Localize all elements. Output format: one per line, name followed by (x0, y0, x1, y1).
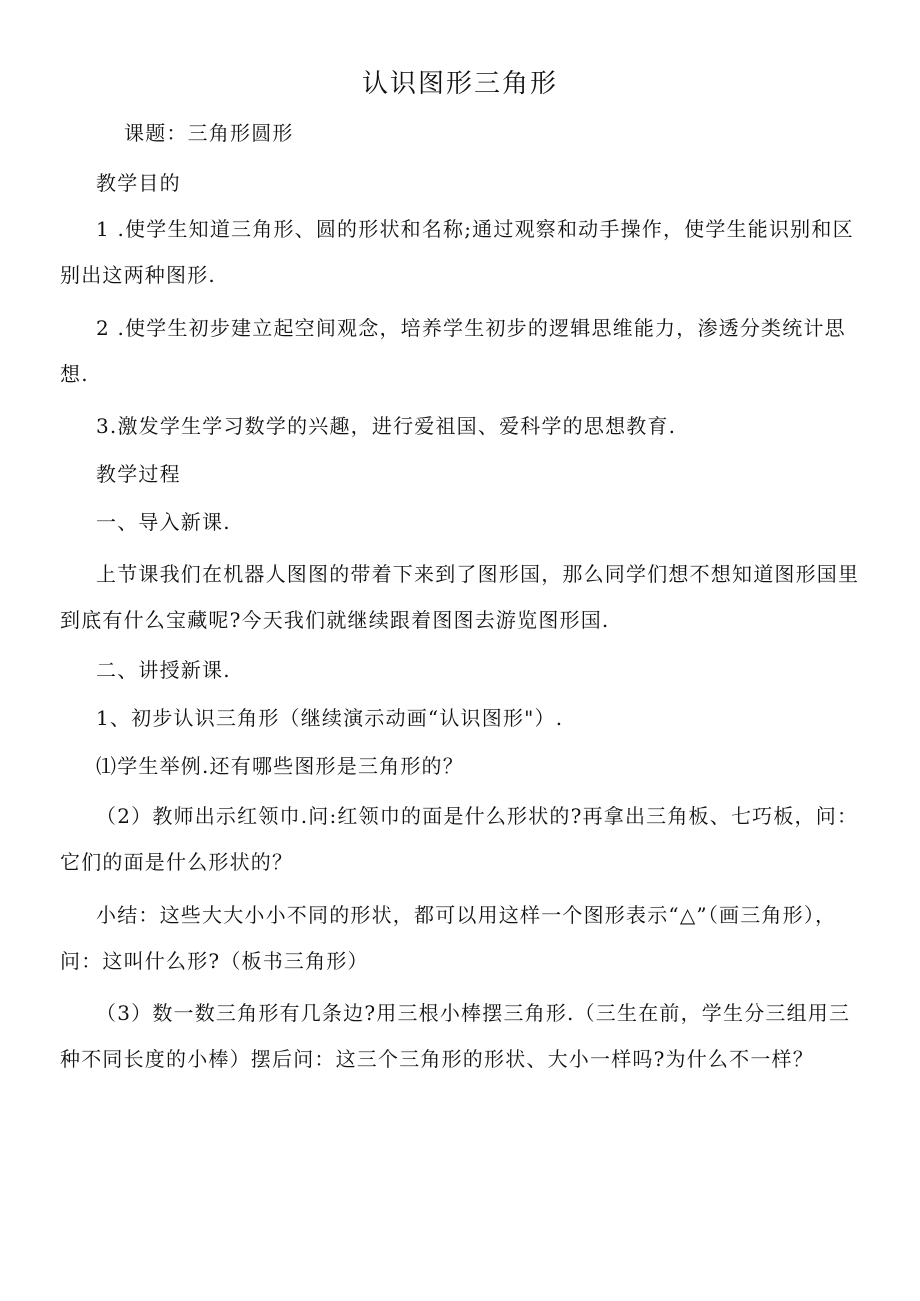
paragraph-goal-1: 1 .使学生知道三角形、圆的形状和名称;通过观察和动手操作，使学生能识别和区别出这两种图形. (60, 217, 854, 287)
paragraph-step-1-2: （2）教师出示红领巾.问:红领巾的面是什么形状的?再拿出三角板、七巧板，问：它们的面是什么形状的？ (60, 804, 859, 874)
paragraph-section-2-heading: 二、讲授新课. (96, 658, 231, 682)
paragraph-introduction: 上节课我们在机器人图图的带着下来到了图形国，那么同学们想不想知道图形国里到底有什么宝藏呢?今天我们就继续跟着图图去游览图形国. (60, 562, 860, 632)
paragraph-lesson-topic: 课题：三角形圆形 (124, 121, 294, 145)
paragraph-goal-2: 2 .使学生初步建立起空间观念，培养学生初步的逻辑思维能力，渗透分类统计思想. (60, 316, 846, 386)
paragraph-teaching-goals-heading: 教学目的 (96, 171, 181, 195)
paragraph-teaching-process-heading: 教学过程 (96, 462, 181, 486)
paragraph-step-1-3: （3）数一数三角形有几条边?用三根小棒摆三角形.（三生在前，学生分三组用三种不同长度的小棒）摆后问：这三个三角形的形状、大小一样吗?为什么不一样？ (60, 1001, 851, 1071)
paragraph-step-1: 1、初步认识三角形（继续演示动画“认识图形"）. (96, 706, 564, 730)
paragraph-summary: 小结：这些大大小小不同的形状，都可以用这样一个图形表示“△”（画三角形），问：这叫什么形?（板书三角形） (60, 903, 837, 973)
paragraph-goal-3: 3.激发学生学习数学的兴趣，进行爱祖国、爱科学的思想教育. (96, 414, 677, 438)
paragraph-section-1-heading: 一、导入新课. (96, 510, 231, 534)
paragraph-step-1-1: ⑴学生举例.还有哪些图形是三角形的？ (96, 754, 464, 778)
document-title: 认识图形三角形 (361, 69, 558, 99)
